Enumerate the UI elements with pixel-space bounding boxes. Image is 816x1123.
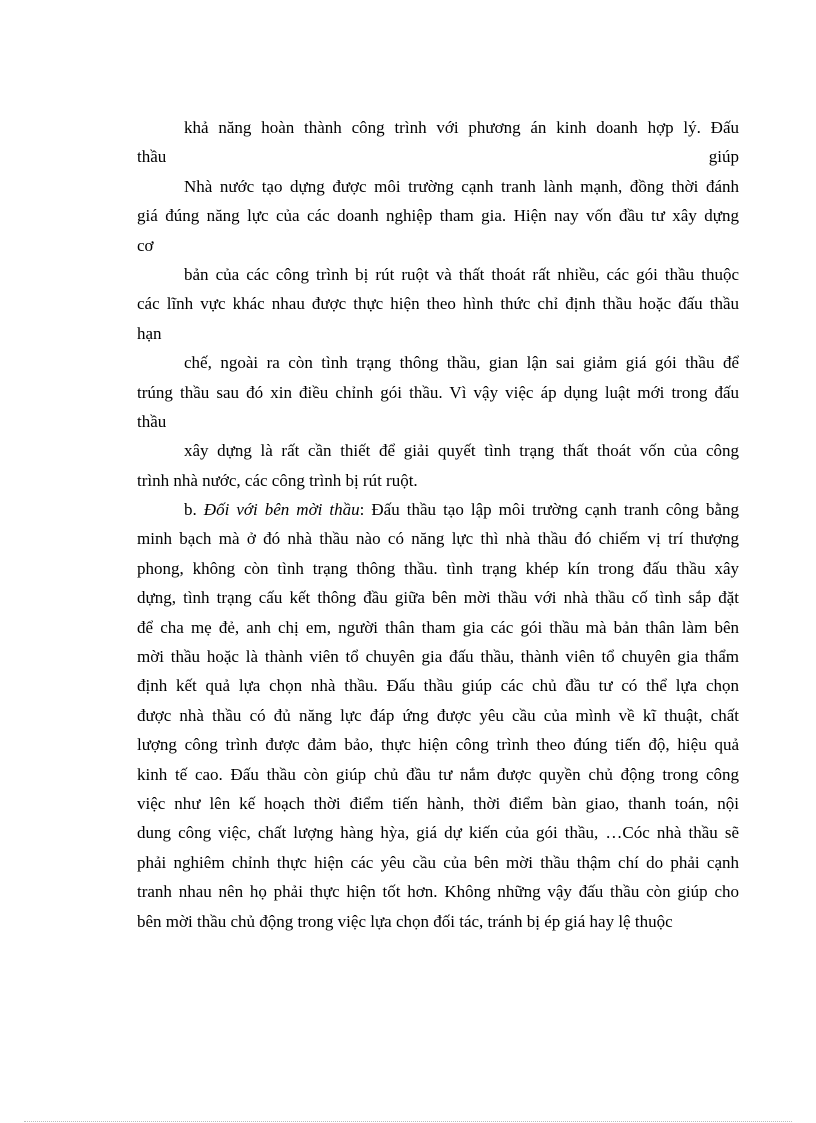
text-line: xây dựng là rất cần thiết để giải quyết tình trạng thất thoát vốn của công — [184, 441, 739, 461]
text-line: lượng công trình được đảm bảo, thực hiện công trình theo đúng tiến độ, hiệu quả — [137, 735, 739, 755]
text-line: các lĩnh vực khác nhau được thực hiện theo hình thức chỉ định thầu hoặc đấu thầu — [137, 294, 739, 314]
text-line: định kết quả lựa chọn nhà thầu. Đấu thầu giúp các chủ đầu tư có thể lựa chọn — [137, 676, 739, 696]
section-b-prefix: b. — [184, 500, 204, 520]
document-body — [137, 113, 739, 936]
text-line: mời thầu hoặc là thành viên tổ chuyên gia đấu thầu, thành viên tổ chuyên gia thẩm — [137, 647, 739, 667]
text-line: dựng, tình trạng cấu kết thông đầu giữa bên mời thầu với nhà thầu cố tình sắp đặt — [137, 588, 739, 608]
text-line: được nhà thầu có đủ năng lực đáp ứng được yêu cầu của mình về kĩ thuật, chất — [137, 705, 739, 725]
text-line: chế, ngoài ra còn tình trạng thông thầu, gian lận sai giảm giá gói thầu để — [184, 353, 739, 373]
text-fragment: giúp — [708, 147, 739, 167]
text-line: hạn — [137, 323, 162, 343]
split-line — [137, 142, 739, 171]
text-line: tranh nhau nên họ phải thực hiện tốt hơn. Không những vậy đấu thầu còn giúp cho — [137, 882, 739, 902]
text-line: cơ — [137, 235, 154, 255]
text-line: bản của các công trình bị rút ruột và thất thoát rất nhiều, các gói thầu thuộc — [184, 264, 739, 284]
text-line: khả năng hoàn thành công trình với phương án kinh doanh hợp lý. Đấu — [184, 118, 739, 137]
section-b-suffix: : Đấu thầu tạo lập môi trường cạnh tranh công bằng — [359, 500, 740, 520]
section-b-heading-line — [137, 495, 739, 524]
text-line: Nhà nước tạo dựng được môi trường cạnh tranh lành mạnh, đồng thời đánh — [184, 176, 739, 196]
text-line: bên mời thầu chủ động trong việc lựa chọn đối tác, tránh bị ép giá hay lệ thuộc — [137, 911, 673, 931]
page-bottom-rule — [24, 1121, 792, 1122]
text-line: việc như lên kế hoạch thời điểm tiến hành, thời điểm bàn giao, thanh toán, nội — [137, 793, 739, 813]
text-line: trúng thầu sau đó xin điều chỉnh gói thầu. Vì vậy việc áp dụng luật mới trong đấu — [137, 382, 739, 402]
text-line: thầu — [137, 411, 167, 431]
text-line: dung công việc, chất lượng hàng hỳa, giá dự kiến của gói thầu, …Cóc nhà thầu sẽ — [137, 823, 739, 843]
section-b-label: Đối với bên mời thầu — [203, 500, 360, 520]
text-fragment: thầu — [137, 147, 167, 167]
text-line: kinh tế cao. Đấu thầu còn giúp chủ đầu tư nắm được quyền chủ động trong công — [137, 764, 739, 784]
text-line: minh bạch mà ở đó nhà thầu nào có năng lực thì nhà thầu đó chiếm vị trí thượng — [137, 529, 739, 549]
text-line: trình nhà nước, các công trình bị rút ruột. — [137, 470, 418, 490]
text-line: giá đúng năng lực của các doanh nghiệp tham gia. Hiện nay vốn đầu tư xây dựng — [137, 206, 739, 226]
text-line: phải nghiêm chỉnh thực hiện các yêu cầu của bên mời thầu thậm chí do phải cạnh — [137, 852, 739, 872]
text-line: phong, không còn tình trạng thông thầu. tình trạng khép kín trong đấu thầu xây — [137, 558, 739, 578]
text-line: để cha mẹ đẻ, anh chị em, người thân tham gia các gói thầu mà bản thân làm bên — [137, 617, 739, 637]
